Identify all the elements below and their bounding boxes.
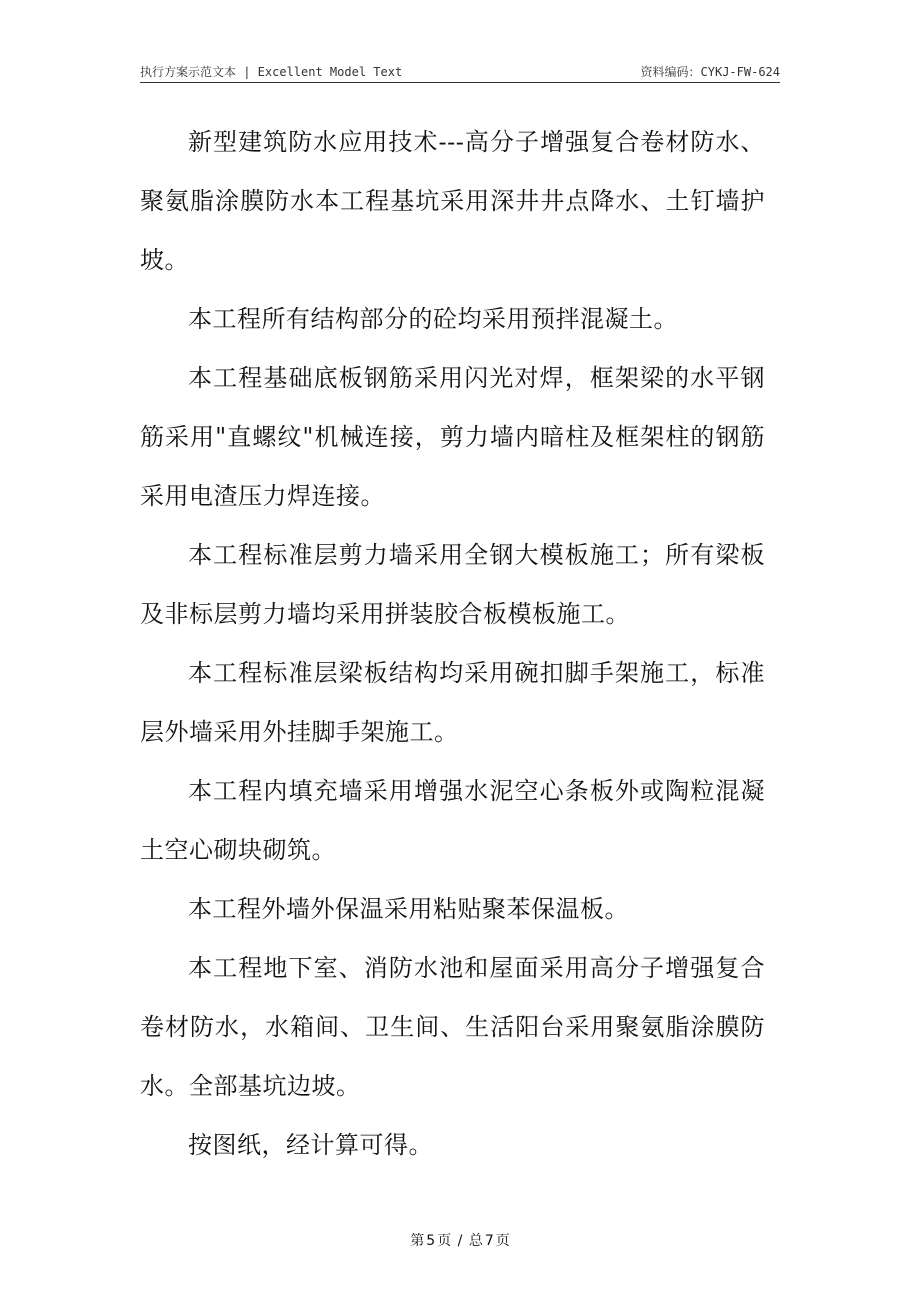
document-code: 资料编码：CYKJ-FW-624 bbox=[640, 65, 780, 79]
document-body bbox=[140, 113, 765, 1175]
page-word: 页 bbox=[437, 1233, 452, 1249]
paragraph: 本工程标准层剪力墙采用全钢大模板施工；所有梁板及非标层剪力墙均采用拼装胶合板模板施工。 bbox=[140, 541, 765, 628]
paragraph: 本工程所有结构部分的砼均采用预拌混凝土。 bbox=[188, 305, 678, 333]
total-prefix: 总 bbox=[468, 1233, 483, 1249]
current-page-number: 5 bbox=[426, 1233, 436, 1249]
paragraph: 本工程外墙外保温采用粘贴聚苯保温板。 bbox=[188, 895, 629, 923]
page-prefix: 第 bbox=[410, 1233, 425, 1249]
paragraph: 本工程标准层梁板结构均采用碗扣脚手架施工，标准层外墙采用外挂脚手架施工。 bbox=[140, 659, 765, 746]
total-suffix: 页 bbox=[495, 1233, 510, 1249]
page-separator: / bbox=[457, 1233, 463, 1249]
paragraph: 本工程基础底板钢筋采用闪光对焊，框架梁的水平钢筋采用"直螺纹"机械连接，剪力墙内暗柱及框架柱的钢筋采用电渣压力焊连接。 bbox=[140, 364, 765, 510]
paragraph: 本工程地下室、消防水池和屋面采用高分子增强复合卷材防水，水箱间、卫生间、生活阳台采用聚氨脂涂膜防水。全部基坑边坡。 bbox=[140, 954, 765, 1100]
total-pages-number: 7 bbox=[484, 1233, 494, 1249]
paragraph: 新型建筑防水应用技术---高分子增强复合卷材防水、聚氨脂涂膜防水本工程基坑采用深井井点降水、土钉墙护坡。 bbox=[140, 128, 765, 274]
page-header bbox=[140, 60, 780, 83]
paragraph: 按图纸，经计算可得。 bbox=[188, 1131, 433, 1159]
paragraph: 本工程内填充墙采用增强水泥空心条板外或陶粒混凝土空心砌块砌筑。 bbox=[140, 777, 765, 864]
page-footer bbox=[0, 1230, 920, 1250]
header-title: 执行方案示范文本 | Excellent Model Text bbox=[140, 65, 403, 79]
